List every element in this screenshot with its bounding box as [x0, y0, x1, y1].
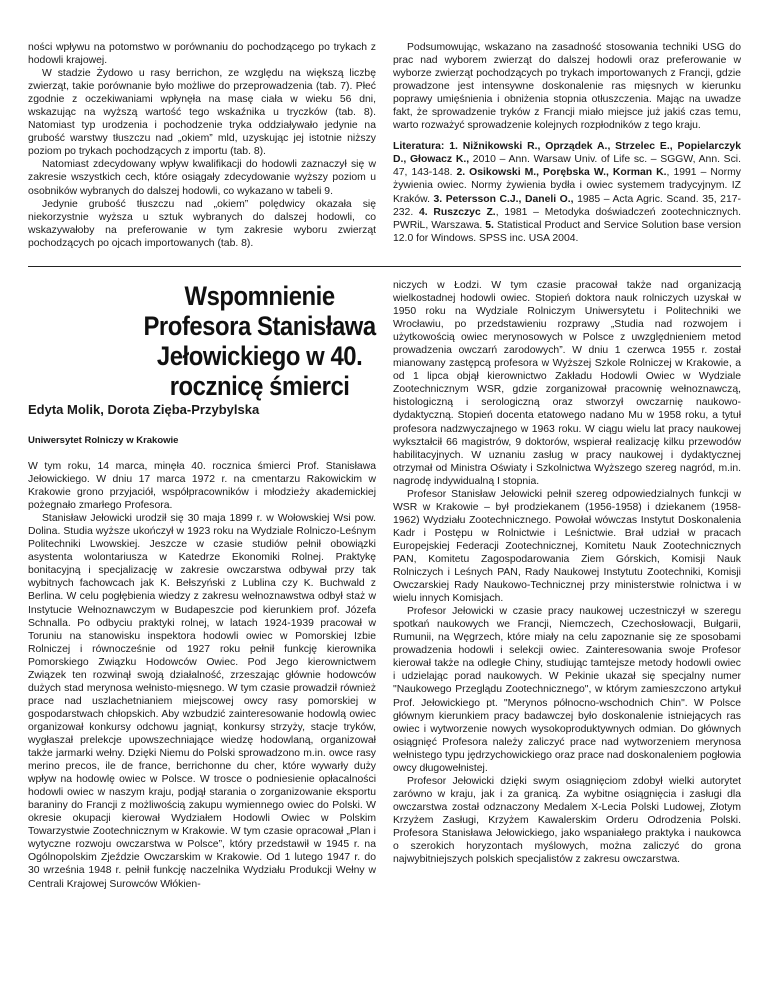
article-left-column — [28, 460, 376, 891]
article-affiliation: Uniwersytet Rolniczy w Krakowie — [28, 435, 179, 446]
references — [393, 140, 741, 244]
article-right-column — [393, 279, 741, 866]
paragraph: Stanisław Jełowicki urodził się 30 maja 1899 r. w Wołowskiej Wsi pow. Dolina. Studia wyższe ukończył w 1923 roku na Wydziale Rolniczo-Leśnym Politechniki Lwowskiej. Jeszcze w czasie studiów pełnił obowiązki asystenta wolontariusza w Katedrze Ekonomiki Rolnej. Praktykę bonitacyjną i specjalizację w zakresie owczarstwa odbywał przy tak wybitnych fachowcach jak K. Bełszyński z Lublina czy K. Buchwald z Berlina. W celu pogłębienia wiedzy z zakresu wełnoznawstwa odbył staż w Instytucie Wełnoznawczym w Budapeszcie pod kierunkiem prof. Józefa Schnalla. Po odbyciu praktyki rolnej, w latach 1924-1939 pracował w Toruniu na stanowisku inspektora hodowli owiec w Pomorskiej Izbie Rolniczej i równocześnie od 1927 roku pełnił funkcję kierownika Pomorskiego Związku Hodowców Owiec. Pod Jego kierownictwem Związek ten rozwinął swoją działalność, zrzeszając głównie hodowców dużych stad merynosa wełnisto-mięsnego. W tym czasie prowadził również prace nad uszlachetnianiem miejscowej owcy rasy pomorskiej w gospodarstwach chłopskich. Aby wzbudzić zainteresowanie hodowlą owiec organizował konkursy odchowu jagniąt, konkursy strzyży, stacje tryków, wygłaszał prelekcje upowszechniające wiedzę hodowlaną, organizował także jarmarki wełny. Dzięki Niemu do Polski sprowadzono m.in. owce rasy merino precos, ile de france, berrichonne du cher, które wywarły duży wpływ na hodowlę owiec w Polsce. W trosce o podniesienie opłacalności hodowli owiec w naszym kraju, podjął starania o zorganizowanie eksportu baraniny do Francji z możliwością zakupu wymiennego owiec do Polski. W okresie okupacji kierował Wydziałem Hodowli Owiec w Polskim Towarzystwie Zootechnicznym w Krakowie. W tym czasie opracował „Plan i wytyczne rozwoju owczarstwa w Polsce”, który przedstawił w 1945 r. na Ogólnopolskim Zjeździe Owczarskim w Krakowie. Od 1 lutego 1947 r. do 30 września 1948 r. pełnił funkcję naczelnika Wydziału Produkcji Wełny w Centrali Krajowej Surowców Włókien- — [28, 513, 376, 890]
paragraph: Profesor Jełowicki dzięki swym osiągnięciom zdobył wielki autorytet zarówno w kraju, jak i za granicą. Za wybitne osiągnięcia i zasługi dla owczarstwa został odznaczony Medalem X-Lecia Polski Ludowej, Złotym Krzyżem Zasługi, Krzyżem Kawalerskim Orderu Odrodzenia Polski. Profesora Stanisława Jełowickiego, jako wspaniałego praktyka i naukowca o szerokich horyzontach myślowych, można zaliczyć do grona najwybitniejszych polskich specjalistów z zakresu owczarstwa. — [393, 775, 741, 866]
reference-text: Statistical Product and Service Solution base version 12.0 for Windows. SPSS inc. USA 2004. — [393, 219, 741, 244]
paragraph: W tym roku, 14 marca, minęła 40. rocznica śmierci Prof. Stanisława Jełowickiego. W dniu 17 marca 1972 r. na cmentarzu Rakowickim w Krakowie grono przyjaciół, współpracowników i młodzieży akademickiej pożegnało zmarłego Profesora. — [28, 461, 376, 512]
reference-authors: 4. Ruszczyc Z. — [418, 206, 496, 218]
article-title: Wspomnienie Profesora Stanisława Jełowickiego w 40. rocznicę śmierci — [143, 281, 376, 401]
paragraph: Profesor Jełowicki w czasie pracy naukowej uczestniczył w szeregu spotkań naukowych we Francji, Niemczech, Czechosłowacji, Bułgarii, Rumunii, na Węgrzech, które miały na celu zapoznanie się ze sposobami prowadzenia hodowli i selekcji owiec. Zainteresowania swoje Profesor kierował także na odległe Chiny, studiując tamtejsze metody hodowli owiec i udzielając porad naukowych. W Pekinie ukazał się specjalny numer "Naukowego Przeglądu Zootechnicznego", w którym zamieszczono artykuł Prof. Jełowickiego pt. "Merynos północno-wschodnich Chin". W Polsce głównym kierunkiem pracy badawczej było doskonalenie istniejących ras owiec i wytworzenie nowych wysokoproduktywnych odmian. Do głównych osiągnięć Profesora należy zaliczyć prace nad wytworzeniem merynosa wełnistego typu jędrzychowickiego oraz prace nad doskonaleniem pogłowia owcy długowełnistej. — [393, 606, 741, 774]
reference-authors: 3. Petersson C.J., Daneli O., — [433, 193, 574, 205]
paragraph: Natomiast zdecydowany wpływ kwalifikacji do hodowli zaznaczył się w zakresie wszystkich cech, które osiągały zdecydowanie wyższy poziom u osobników wybranych do dalszej hodowli, co wykazano w tabeli 9. — [28, 159, 376, 197]
top-left-column — [28, 41, 376, 250]
article-authors: Edyta Molik, Dorota Zięba-Przybylska — [28, 402, 260, 417]
reference-text: , 1991 – Normy żywienia owiec. Normy żywienia bydła i owiec systemem tradycyjnym. IZ Kraków. — [393, 167, 741, 205]
reference-authors: 2. Osikowski M., Porębska W., Korman K. — [456, 167, 667, 179]
paragraph: Jedynie grubość tłuszczu nad „okiem” polędwicy okazała się niekorzystnie wyższa u sztuk wybranych do dalszej hodowli, co wskazywałoby na preferowanie w tym zakresie wyboru zwierząt pochodzących po ojcach importowanych (tab. 8). — [28, 198, 376, 249]
paragraph: Profesor Stanisław Jełowicki pełnił szereg odpowiedzialnych funkcji w WSR w Krakowie – był prodziekanem (1956-1958) i dziekanem (1958-1962) Wydziału Zootechnicznego. Powołał wówczas Instytut Doskonalenia Kadr i Postępu w Rolnictwie i Leśnictwie. Brał udział w pracach Europejskiej Federacji Zootechnicznej, Komitetu Nauk Zootechnicznych PAN, Komitetu Zagospodarowania Ziem Górskich, Komisji Nauk Rolniczych i Leśnych PAN, Rady Naukowej Instytutu Zootechniki, Komisji Owczarskiej Rady Naukowo-Technicznej przy ministerstwie rolnictwa i w wielu innych Komisjach. — [393, 488, 741, 605]
references-label: Literatura: — [393, 141, 445, 153]
summary-paragraph: Podsumowując, wskazano na zasadność stosowania techniki USG do prac nad wyborem zwierząt do dalszej hodowli oraz preferowanie w wyborze zwierząt pochodzących po trykach importowanych z Francji, gdzie prowadzone jest intensywne doskonalenie ras mięsnych w kierunku poprawy umięśnienia i obniżenia stopnia otłuszczenia. Mając na uwadze fakt, że sprowadzenie tryków z Francji miało miejsce już jakiś czas temu, warto rozważyć sprowadzenie kolejnych rozpłodników z tego kraju. — [393, 42, 741, 132]
paragraph: ności wpływu na potomstwo w porównaniu do pochodzącego po trykach z hodowli krajowej. — [28, 42, 376, 67]
section-divider — [28, 266, 741, 267]
reference-text: 1985 – Acta Agric. Scand. 35, 217-232. — [393, 193, 741, 218]
paragraph: W stadzie Żydowo u rasy berrichon, ze względu na większą liczbę zwierząt, takie porównanie było możliwe do przeprowadzenia (tab. 7). Płeć zgodnie z oczekiwaniami wpłynęła na masę ciała w wieku 56 dni, wskazując na wyższą wartość tego wskaźnika u tryczków (tab. 8). Natomiast typ urodzenia i pochodzenie tryka oddziaływało jedynie na grubość warstwy tłuszczu nad „okiem” mld, uzyskując jej istotnie niższy poziom po trykach pochodzących z importu (tab. 8). — [28, 68, 376, 158]
reference-authors: 5. — [485, 219, 494, 231]
top-right-column — [393, 41, 741, 245]
reference-text: 2010 – Ann. Warsaw Univ. of Life sc. – SGGW, Ann. Sci. 47, 143-148. — [393, 154, 741, 179]
paragraph: niczych w Łodzi. W tym czasie pracował także nad organizacją wielkostadnej hodowli owiec. Stopień doktora nauk rolniczych uzyskał w 1950 roku na Wydziale Rolniczym Uniwersytetu i Politechniki we Wrocławiu, po przedstawieniu rozprawy „Studia nad rozwojem i użytkowością owiec merynosowych w Polsce z uwzględnieniem metod prowadzenia owczarń zarodowych”. W dniu 1 czerwca 1955 r. został mianowany zastępcą profesora w Wyższej Szkole Rolniczej w Krakowie, a od 1 lipca objął kierownictwo Zakładu Hodowli Owiec w Wydziale Zootechnicznym WSR, gdzie zorganizował pracownię wełnoznawczą, histologiczną i serologiczną oraz stworzył owczarnię naukowo-dydaktyczną. Stopień docenta etatowego nadano Mu w 1958 roku, a tytuł profesora nadzwyczajnego w 1963 roku. W ciągu wielu lat pracy naukowej wykształcił 66 magistrów, 9 doktorów, wspierał realizację kilku przewodów habilitacyjnych. W uznaniu zasług w pracy naukowej i dydaktycznej otrzymał od Ministra Oświaty i Szkolnictwa Wyższego szereg nagród, m.in. nagrodę indywidualną I stopnia. — [393, 280, 741, 487]
reference-authors: 1. Nižnikowski R., Oprządek A., Strzelec E., Popielarczyk D., Głowacz K., — [393, 141, 741, 166]
reference-text: , 1981 – Metodyka doświadczeń zootechnicznych. PWRiL, Warszawa. — [393, 206, 741, 231]
